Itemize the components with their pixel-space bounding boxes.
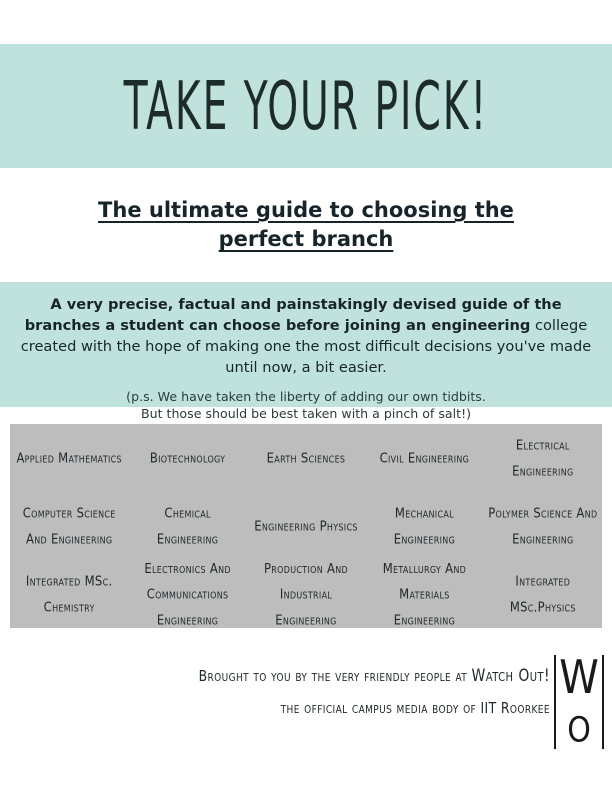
description-text	[18, 294, 594, 378]
branch-cell[interactable]	[365, 424, 483, 492]
branch-cell[interactable]	[247, 424, 365, 492]
logo-letter-w: W	[559, 651, 599, 705]
branch-cell[interactable]	[365, 492, 483, 560]
footer-text	[199, 663, 550, 721]
branch-cell[interactable]	[484, 492, 602, 560]
branch-cell[interactable]	[128, 492, 246, 560]
logo-letter-o: O	[567, 710, 591, 751]
note-line-1: (p.s. We have taken the liberty of adding our own tidbits.	[126, 389, 486, 404]
brand-name: Watch Out!	[471, 666, 550, 686]
title-banner	[0, 44, 612, 168]
watch-out-logo	[554, 651, 604, 751]
branch-label: Integrated MSc.Physics	[509, 572, 576, 616]
branch-cell[interactable]	[10, 560, 128, 628]
branch-label: Chemical Engineering	[156, 504, 219, 548]
branch-label: Mechanical Engineering	[393, 504, 456, 548]
description-light: college created with the hope of making one the most difficult decisions you've made until now, a bit easier.	[20, 317, 592, 376]
subtitle: The ultimate guide to choosing the perfect branch	[98, 198, 514, 251]
branch-label: Civil Engineering	[379, 449, 470, 467]
branch-cell[interactable]	[247, 560, 365, 628]
branch-label: Integrated MSc. Chemistry	[25, 572, 113, 616]
page-title: TAKE YOUR PICK!	[123, 66, 489, 146]
branch-cell[interactable]	[365, 560, 483, 628]
branch-cell[interactable]	[10, 424, 128, 492]
description-note	[18, 388, 594, 422]
subtitle-container	[0, 196, 612, 254]
branch-label: Electrical Engineering	[512, 436, 574, 480]
description-band	[0, 282, 612, 421]
note-line-2: But those should be best taken with a pinch of salt!)	[140, 406, 472, 421]
branch-cell[interactable]	[247, 492, 365, 560]
branch-label: Computer Science And Engineering	[22, 504, 116, 548]
branch-label: Earth Sciences	[266, 449, 346, 467]
branch-cell[interactable]	[128, 560, 246, 628]
branch-label: Applied Mathematics	[16, 449, 122, 467]
branch-cell[interactable]	[484, 560, 602, 628]
branch-label: Polymer Science And Engineering	[488, 504, 598, 548]
footer-line-2: the official campus media body of IIT Roorkee	[280, 698, 550, 717]
branch-cell[interactable]	[484, 424, 602, 492]
branch-cell[interactable]	[128, 424, 246, 492]
branch-label: Biotechnology	[149, 449, 226, 467]
description-bold: A very precise, factual and painstakingly devised guide of the branches a student can choose before joining an engineering	[24, 296, 562, 334]
branch-label: Production And Industrial Engineering	[264, 559, 348, 629]
branch-cell[interactable]	[10, 492, 128, 560]
branch-label: Metallurgy And Materials Engineering	[382, 559, 467, 629]
branch-label: Electronics And Communications Engineering	[144, 559, 231, 629]
footer	[0, 651, 612, 755]
footer-line-1	[199, 660, 550, 691]
branch-label: Engineering Physics	[254, 517, 358, 535]
footer-credit-text: Brought to you by the very friendly people at	[198, 666, 472, 685]
branch-grid	[10, 424, 602, 628]
